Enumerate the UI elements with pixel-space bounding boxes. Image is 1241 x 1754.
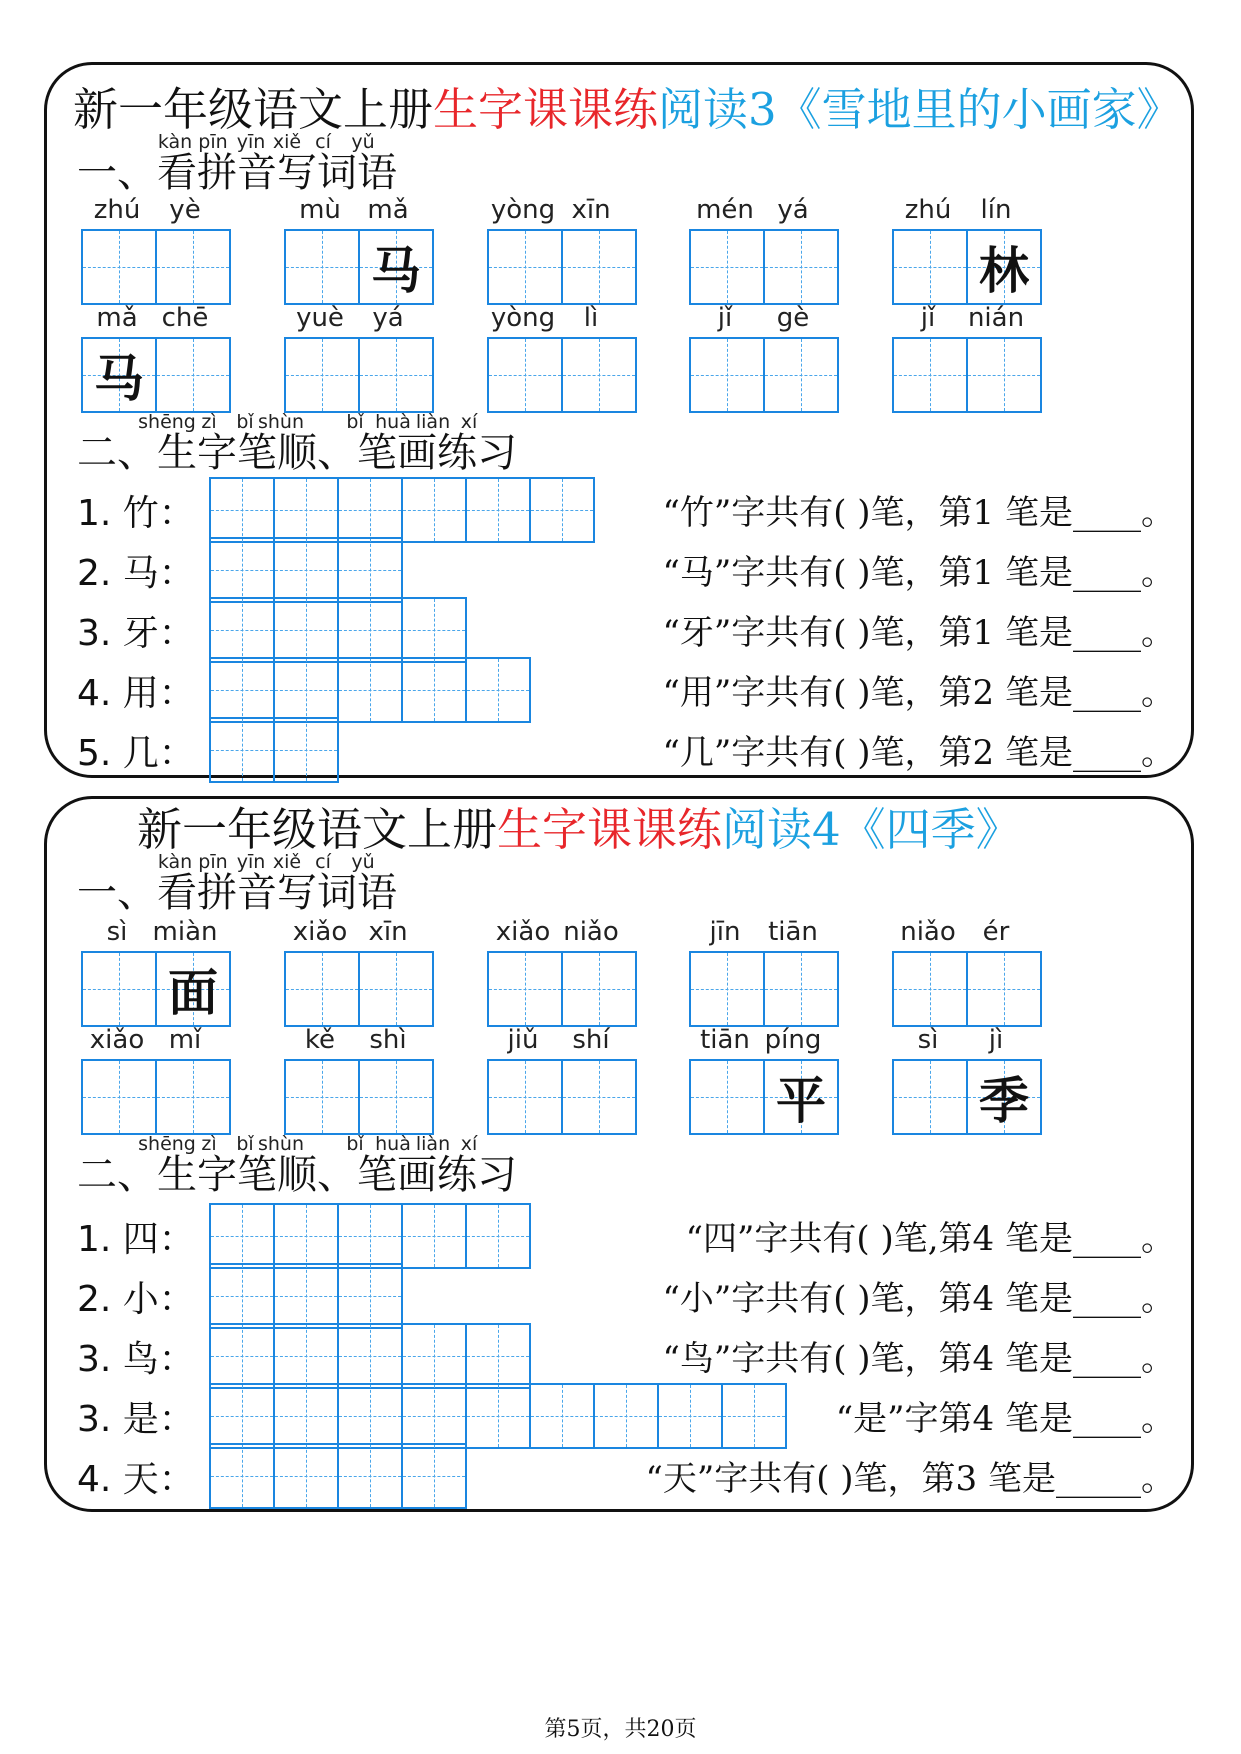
writing-cell[interactable] [892, 229, 968, 305]
writing-cell[interactable] [284, 951, 360, 1027]
pinyin-syllable: yuè [296, 303, 344, 333]
title-black: 新一年级语文上册 [137, 803, 498, 856]
word-pair [81, 195, 237, 305]
word-pair [487, 195, 643, 305]
tian-grid-pair [689, 951, 845, 1027]
stroke-cell[interactable] [465, 477, 531, 543]
pinyin-syllable: niǎo [900, 917, 956, 947]
word-pinyin [689, 303, 845, 337]
tian-grid-pair [689, 229, 845, 305]
stroke-cell[interactable] [273, 717, 339, 783]
given-character: 季 [979, 1071, 1029, 1130]
tian-grid-pair [81, 337, 237, 413]
title-black: 新一年级语文上册 [73, 83, 434, 136]
stroke-grid [209, 1323, 531, 1389]
stroke-cell[interactable] [593, 1383, 659, 1449]
stroke-question: “竹”字共有( )笔，第1 笔是____。 [662, 493, 1175, 533]
word-row-2 [47, 303, 1191, 417]
word-pinyin [284, 195, 440, 229]
writing-cell[interactable] [561, 337, 637, 413]
pinyin-syllable: yòng [490, 195, 556, 225]
pinyin-syllable: ér [982, 917, 1010, 947]
pinyin-syllable: jiǔ [507, 1025, 539, 1055]
pinyin-syllable: zhú [93, 195, 141, 225]
pinyin-syllable: tiān [700, 1025, 750, 1055]
pinyin-syllable: kě [304, 1025, 336, 1055]
stroke-row [47, 717, 1191, 783]
stroke-row-label: 4. 天： [77, 1459, 195, 1500]
tian-grid-pair [892, 951, 1048, 1027]
pinyin: shēng [138, 411, 196, 433]
pinyin: huà [375, 411, 411, 433]
writing-cell[interactable] [487, 229, 563, 305]
stroke-cell[interactable] [401, 597, 467, 663]
pinyin-syllable: píng [764, 1025, 822, 1055]
stroke-question: “几”字共有( )笔，第2 笔是____。 [662, 733, 1175, 773]
tian-grid-pair [892, 1059, 1048, 1135]
stroke-cell[interactable] [209, 537, 275, 603]
word-pinyin [689, 195, 845, 229]
pinyin-syllable: gè [776, 303, 810, 333]
pinyin-syllable: mǐ [168, 1025, 202, 1055]
stroke-question: “四”字共有( )笔,第4 笔是____。 [685, 1219, 1175, 1259]
pinyin-syllable: sì [106, 917, 128, 947]
writing-cell[interactable] [284, 229, 360, 305]
tian-grid-pair [487, 951, 643, 1027]
pinyin: bǐ [346, 1133, 364, 1155]
writing-cell[interactable] [284, 337, 360, 413]
word-pair [81, 303, 237, 413]
writing-cell[interactable] [155, 229, 231, 305]
writing-cell[interactable] [892, 1059, 968, 1135]
stroke-cell[interactable] [273, 1443, 339, 1509]
writing-cell[interactable] [763, 229, 839, 305]
pinyin-syllable: mǎ [367, 195, 409, 225]
word-pair [487, 1025, 643, 1135]
writing-cell[interactable] [966, 229, 1042, 305]
stroke-cell[interactable] [273, 1203, 339, 1269]
writing-cell[interactable] [892, 951, 968, 1027]
pinyin-syllable: mén [696, 195, 754, 225]
writing-cell[interactable] [689, 951, 765, 1027]
word-pair [689, 1025, 845, 1135]
writing-cell[interactable] [763, 951, 839, 1027]
pinyin-syllable: lì [583, 303, 599, 333]
stroke-row [47, 1263, 1191, 1329]
stroke-cell[interactable] [209, 1443, 275, 1509]
stroke-cell[interactable] [209, 477, 275, 543]
stroke-cell[interactable] [273, 657, 339, 723]
stroke-practice [47, 1203, 1191, 1513]
stroke-cell[interactable] [401, 657, 467, 723]
pinyin: bǐ [236, 1133, 254, 1155]
pinyin-syllable: chē [161, 303, 209, 333]
stroke-row-label: 2. 小： [77, 1279, 195, 1320]
word-pinyin [487, 303, 643, 337]
stroke-cell[interactable] [209, 1203, 275, 1269]
pinyin-syllable: lín [980, 195, 1012, 225]
pinyin: kàn [157, 851, 193, 873]
tian-grid-pair [284, 951, 440, 1027]
writing-cell[interactable] [892, 337, 968, 413]
writing-cell[interactable] [81, 229, 157, 305]
pinyin-syllable: yá [777, 195, 809, 225]
word-pinyin [284, 303, 440, 337]
pinyin-syllable: xīn [571, 195, 611, 225]
stroke-cell[interactable] [401, 1443, 467, 1509]
writing-cell[interactable] [689, 1059, 765, 1135]
pinyin-syllable: xiǎo [89, 1025, 145, 1055]
word-pair [689, 303, 845, 413]
pinyin-syllable: sì [917, 1025, 939, 1055]
pinyin: shēng [138, 1133, 196, 1155]
stroke-row [47, 597, 1191, 663]
pinyin: yīn [236, 851, 266, 873]
pinyin-syllable: niǎo [563, 917, 619, 947]
pinyin: pīn [198, 851, 228, 873]
writing-cell[interactable] [155, 337, 231, 413]
stroke-grid [209, 477, 595, 543]
stroke-cell[interactable] [337, 477, 403, 543]
word-pair [487, 303, 643, 413]
writing-cell[interactable] [966, 1059, 1042, 1135]
title-red: 生字课课练 [433, 83, 659, 136]
pinyin: pīn [198, 131, 228, 153]
given-character: 面 [168, 963, 218, 1022]
word-pair [892, 303, 1048, 413]
stroke-row [47, 477, 1191, 543]
pinyin-syllable: mù [299, 195, 341, 225]
stroke-cell[interactable] [209, 717, 275, 783]
stroke-cell[interactable] [209, 597, 275, 663]
stroke-cell[interactable] [401, 1323, 467, 1389]
pinyin-syllable: shì [369, 1025, 407, 1055]
stroke-grid [209, 537, 403, 603]
stroke-cell[interactable] [337, 1263, 403, 1329]
pinyin: liàn [415, 1133, 451, 1155]
stroke-cell[interactable] [273, 1383, 339, 1449]
tian-grid-pair [892, 229, 1048, 305]
pinyin-syllable: shí [572, 1025, 610, 1055]
stroke-grid [209, 1443, 467, 1509]
stroke-cell[interactable] [465, 1323, 531, 1389]
word-pinyin [689, 917, 845, 951]
stroke-row-label: 3. 是： [77, 1399, 195, 1440]
pinyin-syllable: yá [372, 303, 404, 333]
stroke-row [47, 1323, 1191, 1389]
writing-cell[interactable] [358, 337, 434, 413]
pinyin: zì [201, 1133, 217, 1155]
pinyin: yīn [236, 131, 266, 153]
word-pair [892, 1025, 1048, 1135]
section2-title: 二、生字笔顺、笔画练习 [77, 430, 517, 476]
writing-cell[interactable] [155, 1059, 231, 1135]
word-pinyin [689, 1025, 845, 1059]
stroke-row-label: 4. 用： [77, 673, 195, 714]
title-blue: 阅读3《雪地里的小画家》 [658, 83, 1182, 136]
stroke-row-label: 3. 牙： [77, 613, 195, 654]
writing-cell[interactable] [487, 951, 563, 1027]
pinyin: bǐ [236, 411, 254, 433]
pinyin: xí [460, 411, 478, 433]
word-pair [284, 303, 440, 413]
word-pair [284, 917, 440, 1027]
tian-grid-pair [284, 1059, 440, 1135]
stroke-row-label: 2. 马： [77, 553, 195, 594]
pinyin: xiě [272, 851, 302, 873]
stroke-practice [47, 477, 1191, 777]
stroke-row [47, 1443, 1191, 1509]
pinyin: yǔ [351, 131, 375, 153]
worksheet-title [137, 805, 1021, 855]
word-pair [689, 195, 845, 305]
stroke-cell[interactable] [529, 477, 595, 543]
writing-cell[interactable] [763, 1059, 839, 1135]
stroke-row [47, 1383, 1191, 1449]
stroke-cell[interactable] [209, 1263, 275, 1329]
word-pinyin [284, 1025, 440, 1059]
tian-grid-pair [487, 229, 643, 305]
stroke-row-label: 1. 竹： [77, 493, 195, 534]
stroke-cell[interactable] [273, 1323, 339, 1389]
word-pinyin [487, 917, 643, 951]
stroke-row [47, 1203, 1191, 1269]
tian-grid-pair [81, 229, 237, 305]
stroke-cell[interactable] [401, 1383, 467, 1449]
section1-title: 一、看拼音写词语 [77, 870, 397, 916]
stroke-row-label: 5. 几： [77, 733, 195, 774]
stroke-cell[interactable] [337, 657, 403, 723]
writing-cell[interactable] [358, 951, 434, 1027]
stroke-question: “是”字第4 笔是____。 [835, 1399, 1175, 1439]
stroke-grid [209, 1383, 787, 1449]
pinyin-syllable: xiǎo [495, 917, 551, 947]
stroke-grid [209, 657, 531, 723]
stroke-cell[interactable] [401, 477, 467, 543]
stroke-cell[interactable] [657, 1383, 723, 1449]
stroke-cell[interactable] [337, 1323, 403, 1389]
writing-cell[interactable] [487, 337, 563, 413]
word-pair [689, 917, 845, 1027]
stroke-row-label: 1. 四： [77, 1219, 195, 1260]
word-pinyin [487, 195, 643, 229]
stroke-cell[interactable] [273, 477, 339, 543]
word-pinyin [81, 195, 237, 229]
writing-cell[interactable] [284, 1059, 360, 1135]
pinyin-syllable: zhú [904, 195, 952, 225]
worksheet-lesson-3 [44, 62, 1194, 778]
pinyin: liàn [415, 411, 451, 433]
word-row-2 [47, 1025, 1191, 1139]
writing-cell[interactable] [155, 951, 231, 1027]
stroke-grid [209, 1263, 403, 1329]
pinyin: zì [201, 411, 217, 433]
pinyin-syllable: tiān [768, 917, 818, 947]
stroke-question: “牙”字共有( )笔，第1 笔是____。 [662, 613, 1175, 653]
worksheet-title [73, 85, 1182, 135]
tian-grid-pair [284, 229, 440, 305]
word-pinyin [892, 195, 1048, 229]
pinyin-syllable: xīn [368, 917, 408, 947]
tian-grid-pair [487, 1059, 643, 1135]
given-character: 马 [94, 349, 144, 408]
stroke-cell[interactable] [209, 1323, 275, 1389]
word-pair [487, 917, 643, 1027]
stroke-cell[interactable] [465, 657, 531, 723]
stroke-grid [209, 597, 467, 663]
writing-cell[interactable] [81, 1059, 157, 1135]
pinyin-syllable: jǐ [920, 303, 936, 333]
pinyin-syllable: jǐ [717, 303, 733, 333]
writing-cell[interactable] [561, 951, 637, 1027]
stroke-cell[interactable] [465, 1383, 531, 1449]
pinyin-syllable: xiǎo [292, 917, 348, 947]
pinyin: bǐ [346, 411, 364, 433]
section2-title: 二、生字笔顺、笔画练习 [77, 1152, 517, 1198]
stroke-grid [209, 1203, 531, 1269]
stroke-question: “小”字共有( )笔，第4 笔是____。 [662, 1279, 1175, 1319]
stroke-cell[interactable] [401, 1203, 467, 1269]
pinyin: cí [315, 851, 331, 873]
stroke-cell[interactable] [465, 1203, 531, 1269]
writing-cell[interactable] [561, 229, 637, 305]
tian-grid-pair [892, 337, 1048, 413]
pinyin: shùn [257, 411, 305, 433]
stroke-cell[interactable] [273, 597, 339, 663]
word-pinyin [892, 917, 1048, 951]
word-pinyin [892, 1025, 1048, 1059]
stroke-cell[interactable] [209, 657, 275, 723]
section1-title: 一、看拼音写词语 [77, 150, 397, 196]
stroke-cell[interactable] [337, 1203, 403, 1269]
stroke-cell[interactable] [721, 1383, 787, 1449]
title-red: 生字课课练 [497, 803, 723, 856]
word-pair [81, 917, 237, 1027]
pinyin-syllable: jīn [709, 917, 741, 947]
writing-cell[interactable] [763, 337, 839, 413]
word-pinyin [284, 917, 440, 951]
word-row-1 [47, 195, 1191, 309]
pinyin: xiě [272, 131, 302, 153]
word-pair [81, 1025, 237, 1135]
writing-cell[interactable] [966, 337, 1042, 413]
stroke-question: “鸟”字共有( )笔，第4 笔是____。 [662, 1339, 1175, 1379]
stroke-grid [209, 717, 339, 783]
writing-cell[interactable] [966, 951, 1042, 1027]
pinyin: yǔ [351, 851, 375, 873]
writing-cell[interactable] [81, 337, 157, 413]
stroke-cell[interactable] [337, 1443, 403, 1509]
pinyin-syllable: yòng [490, 303, 556, 333]
stroke-row-label: 3. 鸟： [77, 1339, 195, 1380]
given-character: 平 [776, 1071, 826, 1130]
given-character: 马 [371, 241, 421, 300]
writing-cell[interactable] [81, 951, 157, 1027]
writing-cell[interactable] [358, 229, 434, 305]
stroke-cell[interactable] [337, 1383, 403, 1449]
word-pair [892, 195, 1048, 305]
word-pinyin [81, 917, 237, 951]
stroke-cell[interactable] [273, 1263, 339, 1329]
stroke-cell[interactable] [209, 1383, 275, 1449]
pinyin-syllable: miàn [152, 917, 218, 947]
pinyin: xí [460, 1133, 478, 1155]
writing-cell[interactable] [358, 1059, 434, 1135]
word-pinyin [81, 303, 237, 337]
given-character: 林 [979, 241, 1029, 300]
word-pair [892, 917, 1048, 1027]
stroke-cell[interactable] [337, 597, 403, 663]
stroke-question: “用”字共有( )笔，第2 笔是____。 [662, 673, 1175, 713]
worksheet-lesson-4 [44, 796, 1194, 1512]
writing-cell[interactable] [561, 1059, 637, 1135]
writing-cell[interactable] [689, 337, 765, 413]
pinyin-syllable: nián [967, 303, 1025, 333]
writing-cell[interactable] [689, 229, 765, 305]
stroke-question: “天”字共有( )笔，第3 笔是_____。 [645, 1459, 1175, 1499]
title-blue: 阅读4《四季》 [722, 803, 1021, 856]
tian-grid-pair [487, 337, 643, 413]
writing-cell[interactable] [487, 1059, 563, 1135]
word-pinyin [81, 1025, 237, 1059]
pinyin: huà [375, 1133, 411, 1155]
stroke-row [47, 657, 1191, 723]
word-pair [284, 195, 440, 305]
pinyin-syllable: mǎ [96, 303, 138, 333]
pinyin-syllable: jì [988, 1025, 1004, 1055]
stroke-cell[interactable] [529, 1383, 595, 1449]
page-footer: 第5页，共20页 [544, 1717, 697, 1742]
tian-grid-pair [689, 337, 845, 413]
word-row-1 [47, 917, 1191, 1031]
pinyin: kàn [157, 131, 193, 153]
pinyin: shùn [257, 1133, 305, 1155]
stroke-question: “马”字共有( )笔，第1 笔是____。 [662, 553, 1175, 593]
tian-grid-pair [81, 951, 237, 1027]
tian-grid-pair [81, 1059, 237, 1135]
pinyin: cí [315, 131, 331, 153]
word-pinyin [892, 303, 1048, 337]
word-pair [284, 1025, 440, 1135]
tian-grid-pair [284, 337, 440, 413]
stroke-cell[interactable] [273, 537, 339, 603]
stroke-row [47, 537, 1191, 603]
word-pinyin [487, 1025, 643, 1059]
tian-grid-pair [689, 1059, 845, 1135]
pinyin-syllable: yè [169, 195, 201, 225]
stroke-cell[interactable] [337, 537, 403, 603]
